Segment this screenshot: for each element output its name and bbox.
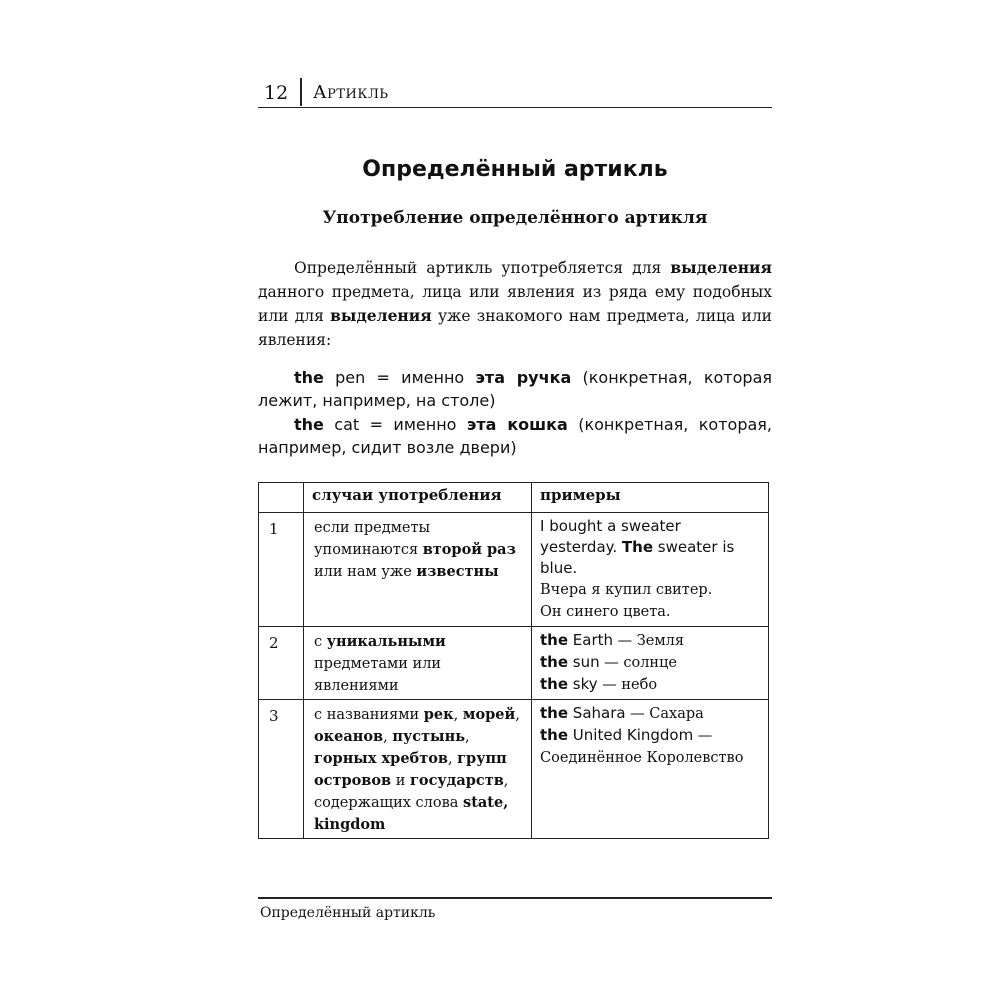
example-noun: pen = именно (323, 368, 476, 387)
example-article: the (294, 368, 324, 387)
intro-text-1: Определённый артикль употребляется для (294, 259, 671, 277)
case-text: , (447, 751, 458, 767)
case-bold: второй раз (422, 541, 516, 558)
en-text: I bought a sweater yesterday. (540, 517, 681, 556)
page-subtitle: Употребление определённого артикля (322, 208, 708, 228)
case-text: с названиями (314, 707, 424, 723)
case-text: , (383, 729, 393, 745)
en-noun: United Kingdom (568, 726, 694, 744)
ru-translation: — Земля (613, 633, 685, 649)
page-title: Определённый артикль (362, 157, 668, 182)
case-bold: пустынь (392, 728, 466, 745)
example-cell (532, 700, 769, 839)
case-text: , (453, 707, 463, 723)
case-bold: групп островов (314, 750, 507, 789)
example-cell (532, 627, 769, 700)
footer-divider (258, 897, 772, 899)
row-number: 2 (259, 627, 304, 700)
intro-text-3: уже знакомого нам предмета, лица или явления: (258, 307, 773, 349)
intro-bold-1: выделения (670, 258, 772, 277)
en-noun: sky (568, 675, 598, 693)
row-number: 1 (259, 513, 304, 627)
header-cases: случаи употребления (304, 483, 532, 513)
case-text: , (515, 707, 520, 723)
en-article: the (540, 704, 569, 722)
header-examples: примеры (532, 483, 769, 513)
running-footer: Определённый артикль (260, 905, 436, 921)
intro-paragraph (258, 256, 772, 352)
example-line (540, 674, 760, 696)
en-article: the (540, 726, 569, 744)
usage-table (258, 482, 769, 839)
table-row (259, 627, 769, 700)
case-bold: рек (423, 706, 454, 723)
table-row (259, 513, 769, 627)
ru-translation: — Сахара (625, 706, 704, 722)
case-bold: известны (416, 563, 499, 580)
en-noun: Earth (568, 631, 614, 649)
section-title: Артикль (313, 82, 389, 103)
usage-case-cell (304, 700, 532, 839)
case-bold: горных хребтов (314, 750, 448, 767)
page-number: 12 (264, 82, 289, 104)
usage-case-cell (304, 513, 532, 627)
russian-translation: Вчера я купил свитер. (540, 582, 713, 598)
example-line (540, 630, 760, 652)
case-bold: state, kingdom (314, 794, 509, 833)
book-page (258, 0, 772, 1000)
example-article: the (294, 415, 324, 434)
english-example (540, 516, 760, 579)
ru-translation: — Соединённое Королевство (540, 728, 744, 766)
header-number (259, 483, 304, 513)
en-noun: Sahara (568, 704, 626, 722)
example-line (540, 652, 760, 674)
case-bold: океанов (314, 728, 384, 745)
en-article: The (621, 538, 654, 556)
example-line (540, 725, 760, 769)
table-row (259, 700, 769, 839)
usage-case-cell (304, 627, 532, 700)
intro-bold-2: выделения (330, 306, 432, 325)
example-translation: эта кошка (466, 415, 568, 434)
ru-translation: — небо (597, 677, 658, 693)
case-text: и (391, 773, 411, 789)
example-note: (конкретная, которая, например, сидит возле двери) (258, 415, 772, 457)
russian-translation: Он синего цвета. (540, 604, 671, 620)
table-header-row (259, 483, 769, 513)
case-text: , содержащих слова (314, 773, 509, 811)
case-bold: морей (462, 706, 516, 723)
case-text: , (465, 729, 470, 745)
row-number: 3 (259, 700, 304, 839)
example-cell (532, 513, 769, 627)
en-noun: sun (568, 653, 600, 671)
case-text: предметами или явлениями (314, 656, 442, 694)
case-bold: государств (410, 772, 504, 789)
en-article: the (540, 631, 569, 649)
intro-text-2: данного предмета, лица или явления из ряда ему подобных или для (258, 283, 772, 325)
ru-translation: — солнце (599, 655, 677, 671)
example-noun: cat = именно (323, 415, 467, 434)
en-text: sweater is blue. (540, 538, 735, 577)
case-text: с (314, 634, 327, 650)
example-note: (конкретная, которая лежит, например, на столе) (258, 368, 772, 410)
example-cat (258, 413, 772, 459)
example-pen (258, 366, 772, 412)
case-text: если предметы упоминаются (314, 520, 431, 558)
en-article: the (540, 653, 569, 671)
en-article: the (540, 675, 569, 693)
case-bold: уникальными (326, 633, 446, 650)
example-translation: эта ручка (475, 368, 572, 387)
header-divider (300, 78, 302, 106)
case-text: или нам уже (314, 564, 417, 580)
running-header (258, 78, 772, 108)
example-line (540, 703, 760, 725)
